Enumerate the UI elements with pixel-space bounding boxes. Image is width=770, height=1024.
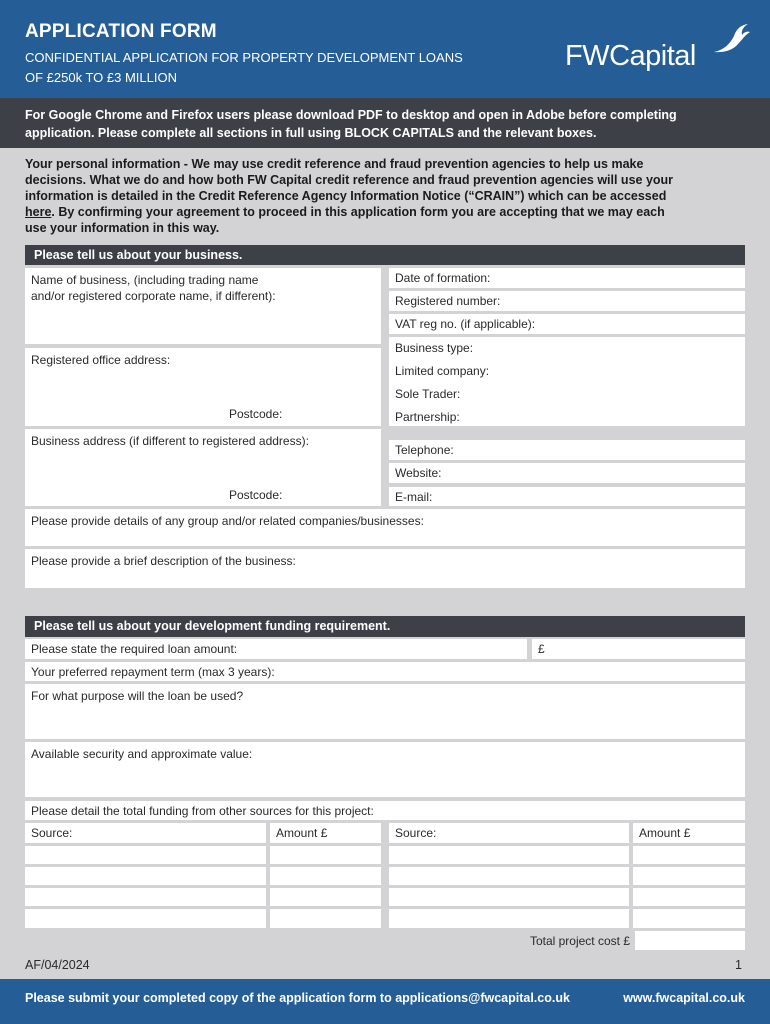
notice-line2: application. Please complete all sections in full using BLOCK CAPITALS and the relevant boxes. xyxy=(25,126,597,140)
personal-information-text xyxy=(25,156,745,236)
registered-office-address-field[interactable] xyxy=(25,348,381,426)
source-header-left xyxy=(25,823,266,843)
fwcapital-logo: FWCapital xyxy=(565,40,696,72)
page-footer xyxy=(0,979,770,1024)
business-section-heading: Please tell us about your business. xyxy=(25,245,745,265)
source-input[interactable] xyxy=(25,867,266,885)
source-input[interactable] xyxy=(389,909,629,928)
info-line4-rest: . By confirming your agreement to proceed in this application form you are accepting that we may each xyxy=(51,205,665,219)
security-field[interactable] xyxy=(25,742,745,797)
source-input[interactable] xyxy=(25,846,266,864)
info-line4 xyxy=(25,204,745,220)
telephone-field[interactable] xyxy=(389,440,745,460)
form-subtitle-line2: OF £250k TO £3 MILLION xyxy=(25,70,177,85)
amount-header-right xyxy=(633,823,745,843)
source-label-right: Source: xyxy=(395,826,437,840)
limited-company-option[interactable]: Limited company: xyxy=(395,364,490,378)
form-title: APPLICATION FORM xyxy=(25,21,217,42)
amount-input[interactable] xyxy=(270,909,381,928)
total-project-cost-label: Total project cost £ xyxy=(529,934,630,948)
sole-trader-option[interactable]: Sole Trader: xyxy=(395,387,461,401)
registered-number-label: Registered number: xyxy=(395,294,501,308)
amount-input[interactable] xyxy=(633,909,745,928)
source-header-right xyxy=(389,823,629,843)
amount-header-left xyxy=(270,823,381,843)
security-label: Available security and approximate value: xyxy=(31,747,253,761)
website-label: Website: xyxy=(395,466,442,480)
vat-reg-label: VAT reg no. (if applicable): xyxy=(395,317,536,331)
business-name-label-1: Name of business, (including trading name xyxy=(31,273,259,287)
telephone-label: Telephone: xyxy=(395,443,454,457)
amount-input[interactable] xyxy=(633,888,745,906)
total-project-cost-input[interactable] xyxy=(635,931,745,950)
currency-symbol: £ xyxy=(538,642,545,656)
loan-purpose-field[interactable] xyxy=(25,684,745,739)
amount-label-left: Amount £ xyxy=(276,826,328,840)
source-input[interactable] xyxy=(389,888,629,906)
website-link[interactable]: www.fwcapital.co.uk xyxy=(623,991,745,1005)
group-companies-label: Please provide details of any group and/or related companies/businesses: xyxy=(31,514,424,528)
group-companies-field[interactable] xyxy=(25,509,745,546)
other-sources-label: Please detail the total funding from other sources for this project: xyxy=(31,804,374,818)
registered-number-field[interactable] xyxy=(389,291,745,311)
registered-office-label: Registered office address: xyxy=(31,353,171,367)
form-subtitle xyxy=(25,48,545,88)
info-line1: Your personal information - We may use credit reference and fraud prevention agencies to help us make xyxy=(25,157,644,171)
submit-instructions: Please submit your completed copy of the application form to applications@fwcapital.co.uk xyxy=(25,991,570,1005)
date-of-formation-field[interactable] xyxy=(389,268,745,288)
source-input[interactable] xyxy=(389,867,629,885)
notice-line1: For Google Chrome and Firefox users please download PDF to desktop and open in Adobe before completing xyxy=(25,108,677,122)
business-name-field[interactable] xyxy=(25,268,381,344)
browser-notice xyxy=(0,98,770,148)
business-address-postcode-label: Postcode: xyxy=(229,488,283,502)
business-description-field[interactable] xyxy=(25,549,745,588)
amount-input[interactable] xyxy=(633,867,745,885)
repayment-term-field[interactable] xyxy=(25,662,745,681)
registered-office-postcode-label: Postcode: xyxy=(229,407,283,421)
info-line5: use your information in this way. xyxy=(25,221,220,235)
funding-section-heading: Please tell us about your development funding requirement. xyxy=(25,616,745,637)
business-name-label-2: and/or registered corporate name, if different): xyxy=(31,289,276,303)
amount-input[interactable] xyxy=(270,888,381,906)
source-input[interactable] xyxy=(389,846,629,864)
loan-amount-input[interactable] xyxy=(532,639,745,659)
bird-logo-icon xyxy=(712,22,752,58)
amount-label-right: Amount £ xyxy=(639,826,691,840)
amount-input[interactable] xyxy=(633,846,745,864)
repayment-term-label: Your preferred repayment term (max 3 years): xyxy=(31,665,275,679)
page-number: 1 xyxy=(735,958,742,972)
date-of-formation-label: Date of formation: xyxy=(395,271,491,285)
form-reference: AF/04/2024 xyxy=(25,958,90,972)
other-sources-heading xyxy=(25,801,745,820)
business-address-field[interactable] xyxy=(25,429,381,506)
business-type-label: Business type: xyxy=(395,341,474,355)
vat-reg-field[interactable] xyxy=(389,314,745,334)
info-line2: decisions. What we do and how both FW Capital credit reference and fraud prevention agencies will use your xyxy=(25,173,674,187)
business-type-field xyxy=(389,337,745,426)
source-input[interactable] xyxy=(25,909,266,928)
loan-purpose-label: For what purpose will the loan be used? xyxy=(31,689,244,703)
website-field[interactable] xyxy=(389,463,745,483)
partnership-option[interactable]: Partnership: xyxy=(395,410,460,424)
loan-amount-label: Please state the required loan amount: xyxy=(31,642,238,656)
loan-amount-label-cell xyxy=(25,639,527,659)
business-description-label: Please provide a brief description of the business: xyxy=(31,554,296,568)
amount-input[interactable] xyxy=(270,867,381,885)
source-label-left: Source: xyxy=(31,826,73,840)
email-label: E-mail: xyxy=(395,490,433,504)
info-line3: information is detailed in the Credit Reference Agency Information Notice (“CRAIN”) which can be accessed xyxy=(25,189,667,203)
amount-input[interactable] xyxy=(270,846,381,864)
email-field[interactable] xyxy=(389,487,745,506)
source-input[interactable] xyxy=(25,888,266,906)
business-address-label: Business address (if different to registered address): xyxy=(31,434,309,448)
form-subtitle-line1: CONFIDENTIAL APPLICATION FOR PROPERTY DEVELOPMENT LOANS xyxy=(25,50,463,65)
crain-link[interactable]: here xyxy=(25,205,52,219)
